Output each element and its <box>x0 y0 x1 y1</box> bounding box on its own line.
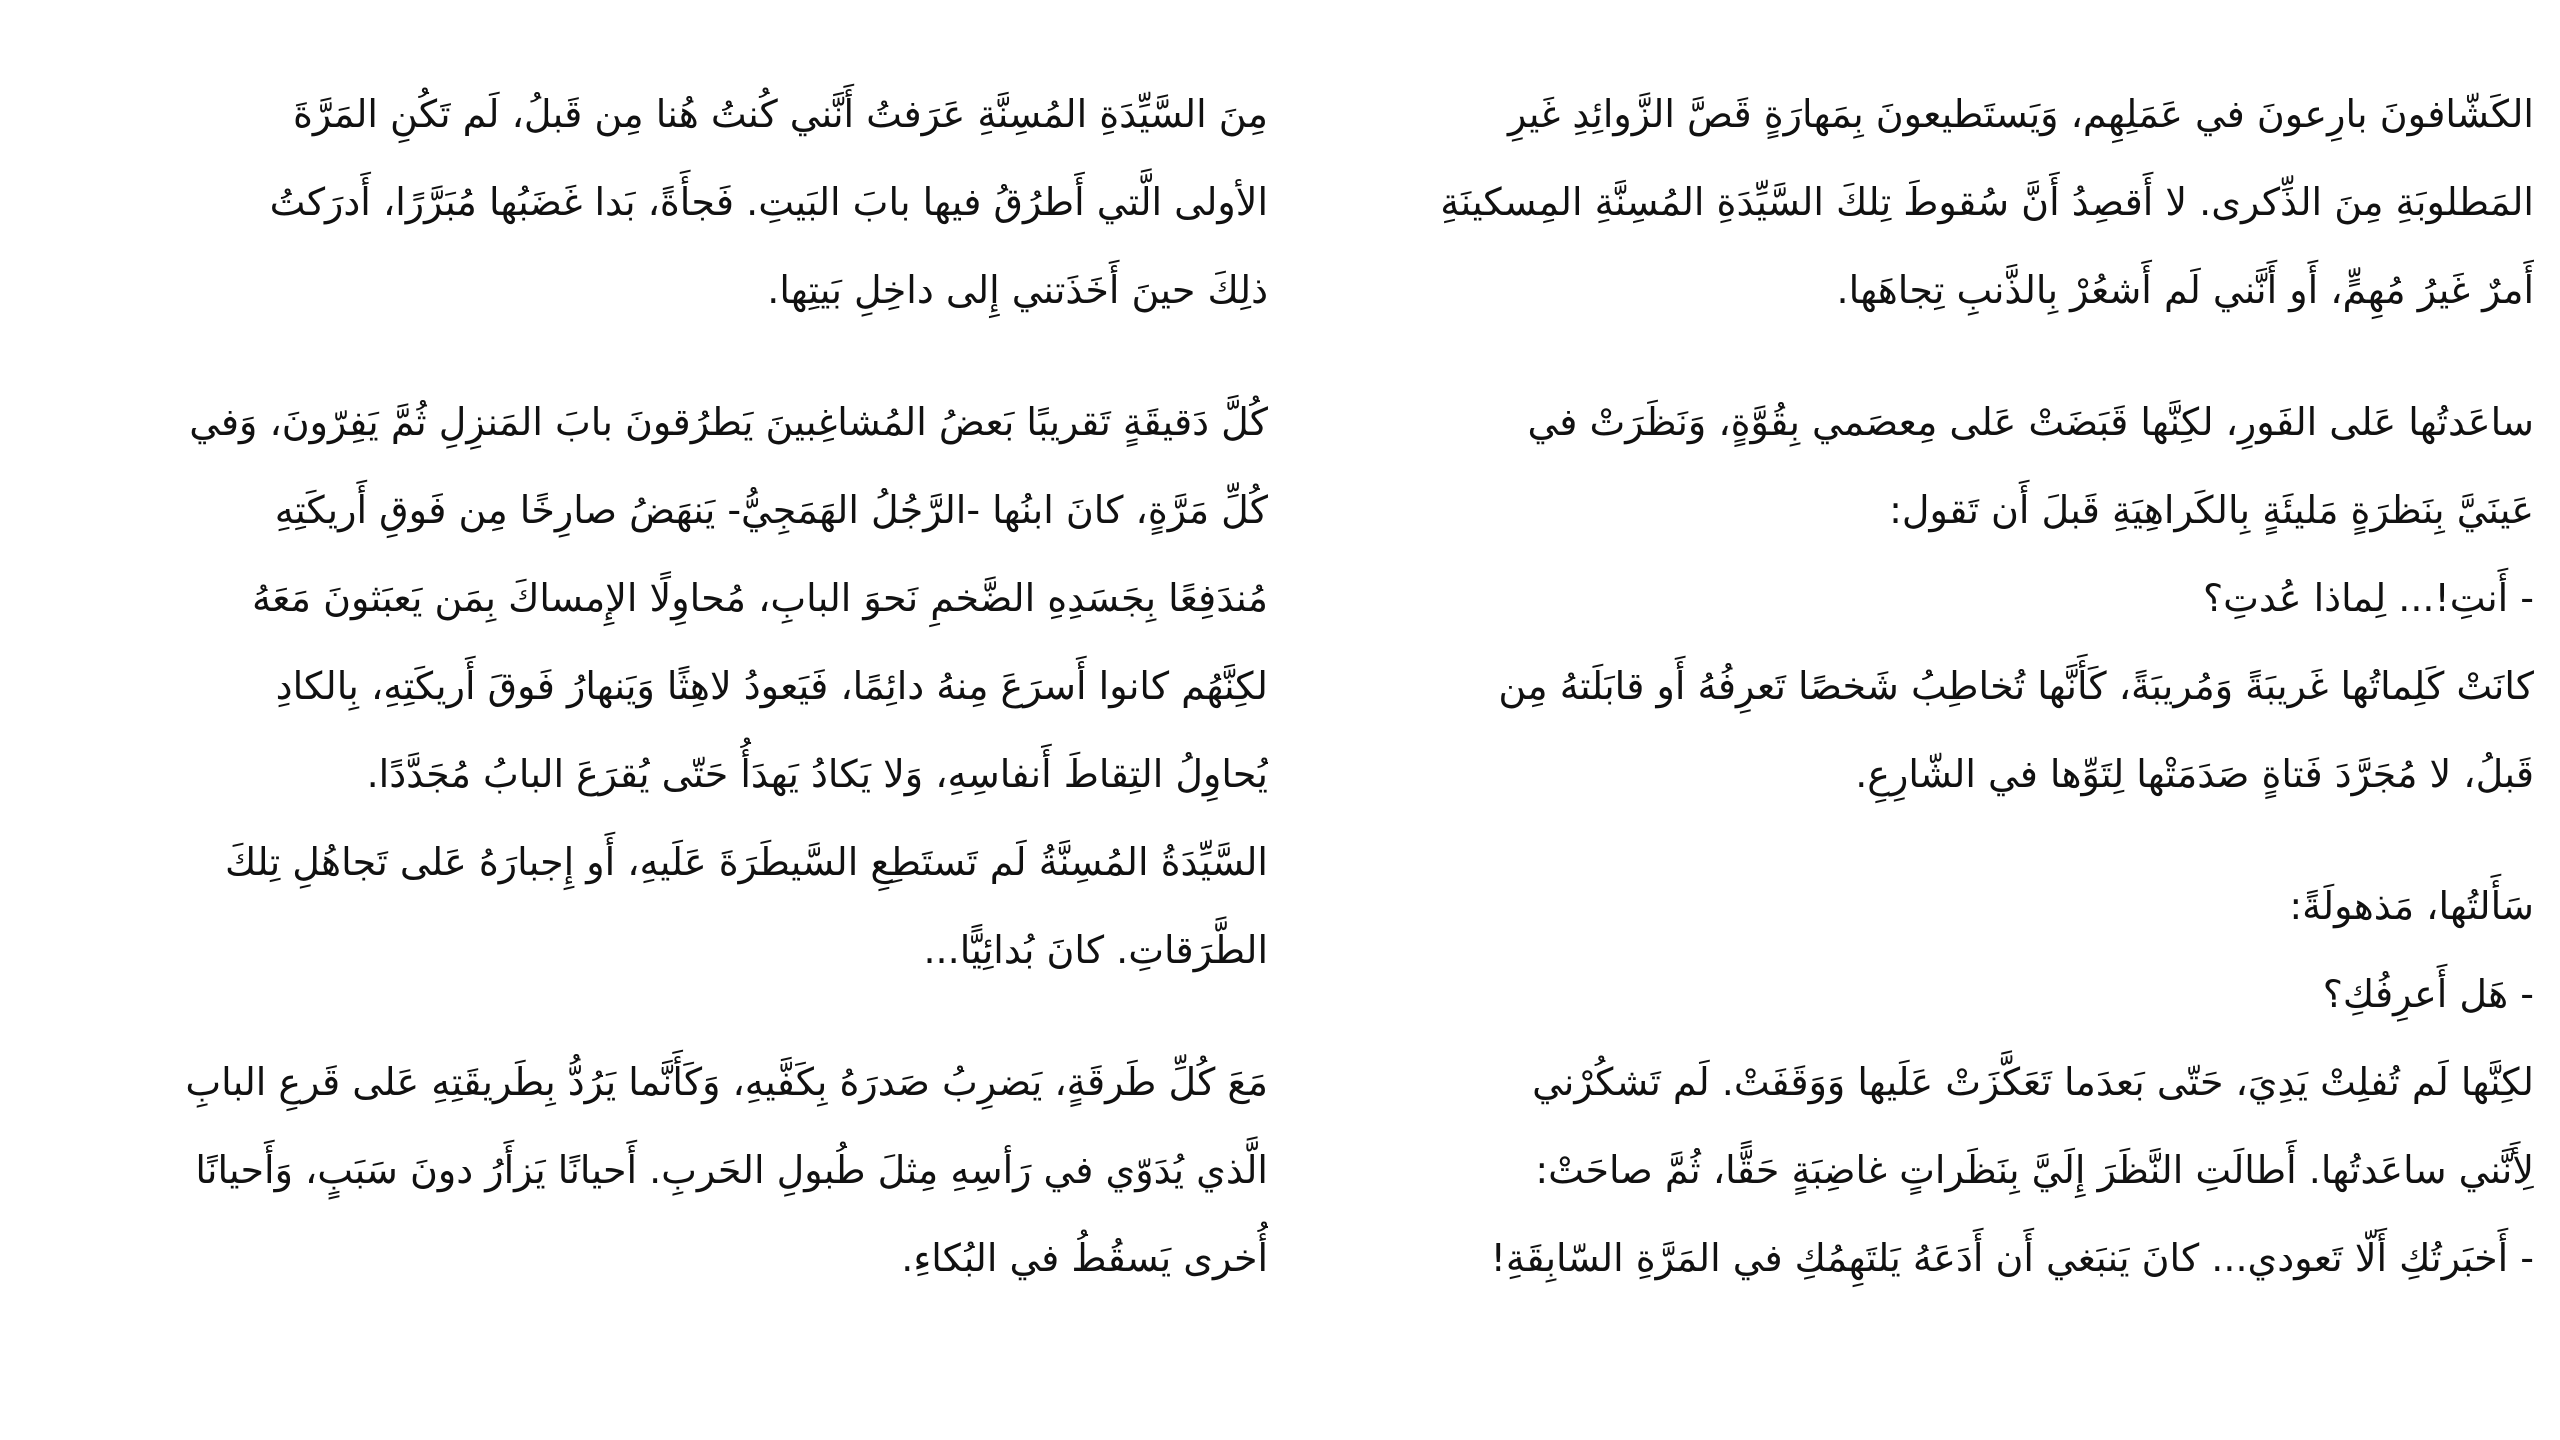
text-line: لكِنَّهُم كانوا أَسرَعَ مِنهُ دائِمًا، فَيَعودُ لاهِثًا وَيَنهارُ فَوقَ أَريكَتِهِ، بِالكادِ <box>275 664 1268 708</box>
paragraph-been-here-before <box>50 70 1268 334</box>
text-line: كُلِّ مَرَّةٍ، كانَ ابنُها -الرَّجُلُ الهَمَجِيُّ- يَنهَضُ صارِخًا مِن فَوقِ أَريكَتِهِ <box>274 488 1268 532</box>
text-line: مَعَ كُلِّ طَرقَةٍ، يَضرِبُ صَدرَهُ بِكَفَّيهِ، وَكَأَنَّما يَرُدُّ بِطَريقَتِهِ عَلى قَرعِ البابِ <box>185 1060 1268 1104</box>
text-line: الكَشّافونَ بارِعونَ في عَمَلِهِم، وَيَستَطيعونَ بِمَهارَةٍ قَصَّ الزَّوائِدِ غَيرِ <box>1507 92 2534 136</box>
paragraph-pranksters <box>50 378 1268 818</box>
text-line: لكِنَّها لَم تُفلِتْ يَدِيَ، حَتّى بَعدَما تَعَكَّزَتْ عَلَيها وَوَقَفَتْ. لَم تَشكُرْني <box>1532 1060 2534 1104</box>
text-line: لِأَنَّني ساعَدتُها. أَطالَتِ النَّظَرَ إِلَيَّ بِنَظَراتٍ غاضِبَةٍ حَقًّا، ثُمَّ صاحَتْ: <box>1535 1148 2534 1192</box>
paragraph-primitive <box>50 818 1268 994</box>
text-line: سَأَلتُها، مَذهولَةً: <box>2289 884 2534 928</box>
text-line: كُلَّ دَقيقَةٍ تَقريبًا بَعضُ المُشاغِبينَ يَطرُقونَ بابَ المَنزِلِ ثُمَّ يَفِرّونَ، وَفي <box>189 400 1268 444</box>
text-line: المَطلوبَةِ مِنَ الذِّكرى. لا أَقصِدُ أَنَّ سُقوطَ تِلكَ السَّيِّدَةِ المُسِنَّةِ المِسكينَةِ <box>1440 180 2534 224</box>
paragraph-every-knock <box>50 1038 1268 1302</box>
text-line: السَّيِّدَةُ المُسِنَّةُ لَم تَستَطِعِ السَّيطَرَةَ عَلَيهِ، أَو إِجبارَهُ عَلى تَجاهُلِ تِلكَ <box>225 840 1268 884</box>
text-line: ذلِكَ حينَ أَخَذَتني إِلى داخِلِ بَيتِها. <box>767 268 1268 312</box>
left-text-column <box>50 70 1268 1302</box>
paragraph-strange-words <box>1316 642 2534 818</box>
text-line: يُحاوِلُ التِقاطَ أَنفاسِهِ، وَلا يَكادُ يَهدَأُ حَتّى يُقرَعَ البابُ مُجَدَّدًا. <box>366 752 1268 796</box>
right-text-column <box>1316 70 2534 1302</box>
paragraph-helped-her <box>1316 378 2534 642</box>
text-line: قَبلُ، لا مُجَرَّدَ فَتاةٍ صَدَمَتْها لِتَوِّها في الشّارِعِ. <box>1855 752 2534 796</box>
dialogue-line: - هَل أَعرِفُكِ؟ <box>2322 972 2534 1016</box>
dialogue-line: - أَنتِ!... لِماذا عُدتِ؟ <box>2202 576 2534 620</box>
text-line: الطَّرَقاتِ. كانَ بُدائِيًّا... <box>923 928 1268 972</box>
text-line: أَمرٌ غَيرُ مُهِمٍّ، أَو أَنَّني لَم أَشعُرْ بِالذَّنبِ تِجاهَها. <box>1836 268 2534 312</box>
text-line: كانَتْ كَلِماتُها غَريبَةً وَمُريبَةً، كَأَنَّها تُخاطِبُ شَخصًا تَعرِفُهُ أَو قابَلَتهُ مِن <box>1498 664 2534 708</box>
text-line: مِنَ السَّيِّدَةِ المُسِنَّةِ عَرَفتُ أَنَّني كُنتُ هُنا مِن قَبلُ، لَم تَكُنِ المَرَّةَ <box>293 92 1268 136</box>
paragraph-scouts <box>1316 70 2534 334</box>
text-line: عَينَيَّ بِنَظرَةٍ مَليئَةٍ بِالكَراهِيَةِ قَبلَ أَن تَقول: <box>1889 488 2534 532</box>
paragraph-did-not-let-go <box>1316 1038 2534 1302</box>
text-line: مُندَفِعًا بِجَسَدِهِ الضَّخمِ نَحوَ البابِ، مُحاوِلًا الإِمساكَ بِمَن يَعبَثونَ مَعَهُ <box>251 576 1268 620</box>
text-line: ساعَدتُها عَلى الفَورِ، لكِنَّها قَبَضَتْ عَلى مِعصَمي بِقُوَّةٍ، وَنَظَرَتْ في <box>1527 400 2534 444</box>
text-line: الأولى الَّتي أَطرُقُ فيها بابَ البَيتِ. فَجأَةً، بَدا غَضَبُها مُبَرَّرًا، أَدرَكتُ <box>269 180 1268 224</box>
text-line: الَّذي يُدَوّي في رَأسِهِ مِثلَ طُبولِ الحَربِ. أَحيانًا يَزأَرُ دونَ سَبَبٍ، وَأَحيانًا <box>195 1148 1268 1192</box>
dialogue-line: - أَخبَرتُكِ أَلّا تَعودي... كانَ يَنبَغي أَن أَدَعَهُ يَلتَهِمُكِ في المَرَّةِ السّابِقَةِ! <box>1490 1236 2534 1280</box>
text-line: أُخرى يَسقُطُ في البُكاءِ. <box>901 1236 1268 1280</box>
paragraph-asked-her <box>1316 862 2534 1038</box>
